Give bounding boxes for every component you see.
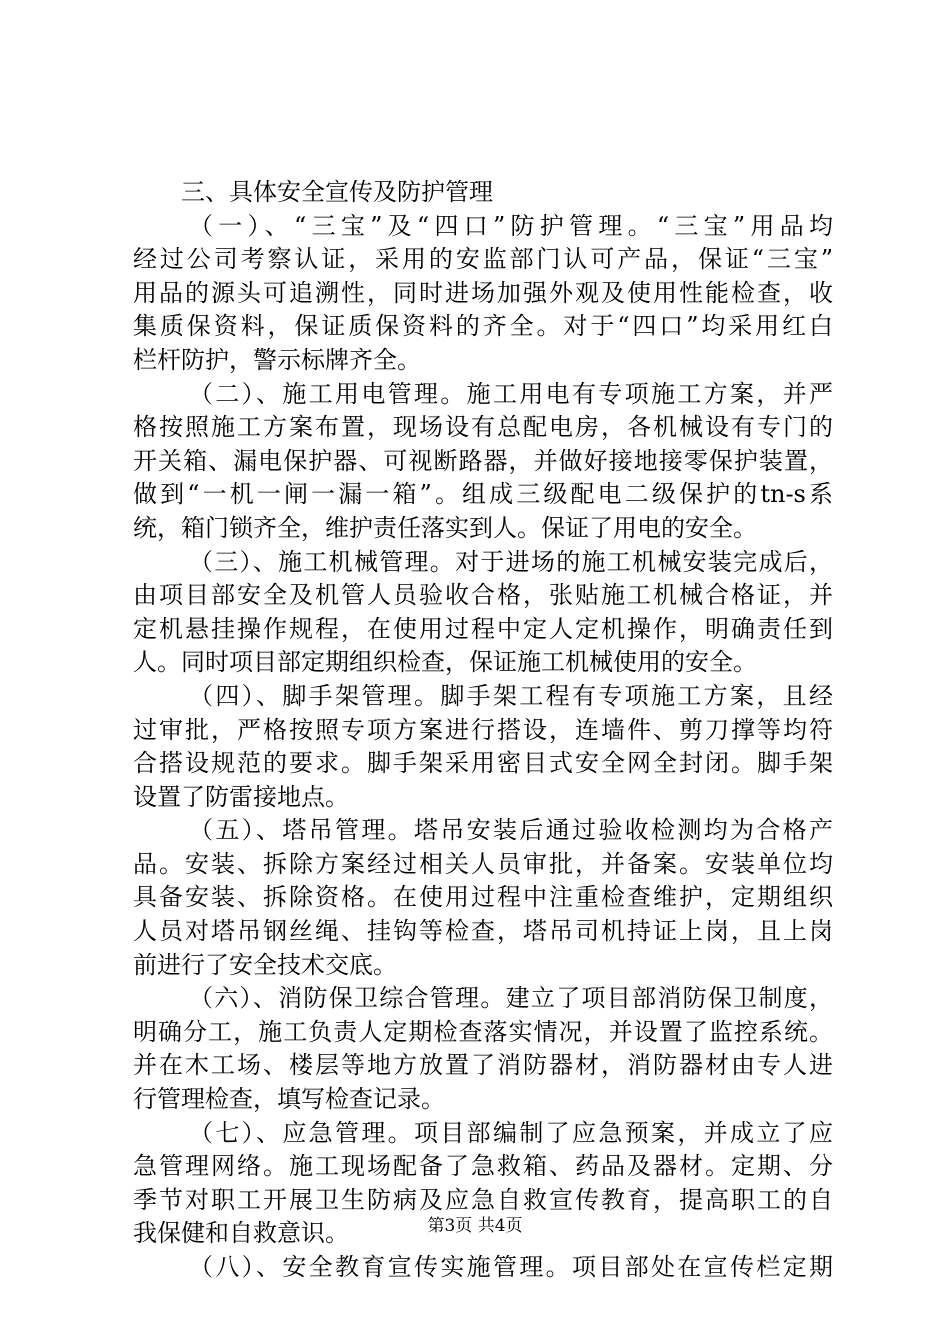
paragraph-line: 由项目部安全及机管人员验收合格，张贴施工机械合格证，并	[133, 581, 833, 610]
paragraph-line: 人。同时项目部定期组织检查，保证施工机械使用的安全。	[133, 648, 757, 677]
paragraph-line: 开关箱、漏电保护器、可视断路器，并做好接地接零保护装置，	[133, 446, 833, 475]
paragraph-line: 统，箱门锁齐全，维护责任落实到人。保证了用电的安全。	[133, 513, 757, 542]
paragraph-line: （八）、安全教育宣传实施管理。项目部处在宣传栏定期	[189, 1253, 833, 1281]
section-heading: 三、具体安全宣传及防护管理	[181, 178, 493, 206]
paragraph-line: 具备安装、拆除资格。在使用过程中注重检查维护，定期组织	[133, 883, 833, 912]
paragraph-line: （二）、施工用电管理。施工用电有专项施工方案，并严	[189, 379, 833, 408]
paragraph-line: 用品的源头可追溯性，同时进场加强外观及使用性能检查，收	[133, 278, 833, 307]
page-number: 第3页 共4页	[427, 1216, 523, 1236]
paragraph-line: （三）、施工机械管理。对于进场的施工机械安装完成后，	[189, 547, 833, 576]
document-body	[133, 176, 833, 1285]
paragraph-line: 急管理网络。施工现场配备了急救箱、药品及器材。定期、分	[133, 1152, 833, 1181]
paragraph-line: 人员对塔吊钢丝绳、挂钩等检查，塔吊司机持证上岗，且上岗	[133, 917, 833, 946]
paragraph-line: 前进行了安全技术交底。	[133, 950, 397, 979]
paragraph-line: 行管理检查，填写检查记录。	[133, 1085, 445, 1114]
paragraph-line: 季节对职工开展卫生防病及应急自救宣传教育，提高职工的自	[133, 1185, 833, 1214]
paragraph-line: 经过公司考察认证，采用的安监部门认可产品，保证“三宝”	[133, 245, 833, 274]
paragraph-line: 品。安装、拆除方案经过相关人员审批，并备案。安装单位均	[133, 849, 833, 878]
paragraph-line: 集质保资料，保证质保资料的齐全。对于“四口”均采用红白	[133, 312, 833, 341]
paragraph-line: 明确分工，施工负责人定期检查落实情况，并设置了监控系统。	[133, 1017, 833, 1046]
paragraph-line: （四）、脚手架管理。脚手架工程有专项施工方案，且经	[189, 681, 833, 710]
paragraph-line: 栏杆防护，警示标牌齐全。	[133, 345, 421, 374]
paragraph-line: 合搭设规范的要求。脚手架采用密目式安全网全封闭。脚手架	[133, 749, 833, 778]
paragraph-line: 格按照施工方案布置，现场设有总配电房，各机械设有专门的	[133, 413, 833, 442]
paragraph-line: 我保健和自救意识。	[133, 1219, 349, 1248]
paragraph-line: 设置了防雷接地点。	[133, 782, 349, 811]
paragraph-line: 并在木工场、楼层等地方放置了消防器材，消防器材由专人进	[133, 1051, 833, 1080]
paragraph-line: （一）、“三宝”及“四口”防护管理。“三宝”用品均	[189, 211, 833, 240]
paragraph-line: 做到“一机一闸一漏一箱”。组成三级配电二级保护的tn-s系	[133, 480, 833, 509]
paragraph-line: 过审批，严格按照专项方案进行搭设，连墙件、剪刀撑等均符	[133, 715, 833, 744]
paragraph-line: （六）、消防保卫综合管理。建立了项目部消防保卫制度，	[189, 984, 833, 1013]
paragraph-line: 定机悬挂操作规程，在使用过程中定人定机操作，明确责任到	[133, 614, 833, 643]
paragraph-line: （七）、应急管理。项目部编制了应急预案，并成立了应	[189, 1118, 833, 1147]
paragraph-line: （五）、塔吊管理。塔吊安装后通过验收检测均为合格产	[189, 816, 833, 845]
